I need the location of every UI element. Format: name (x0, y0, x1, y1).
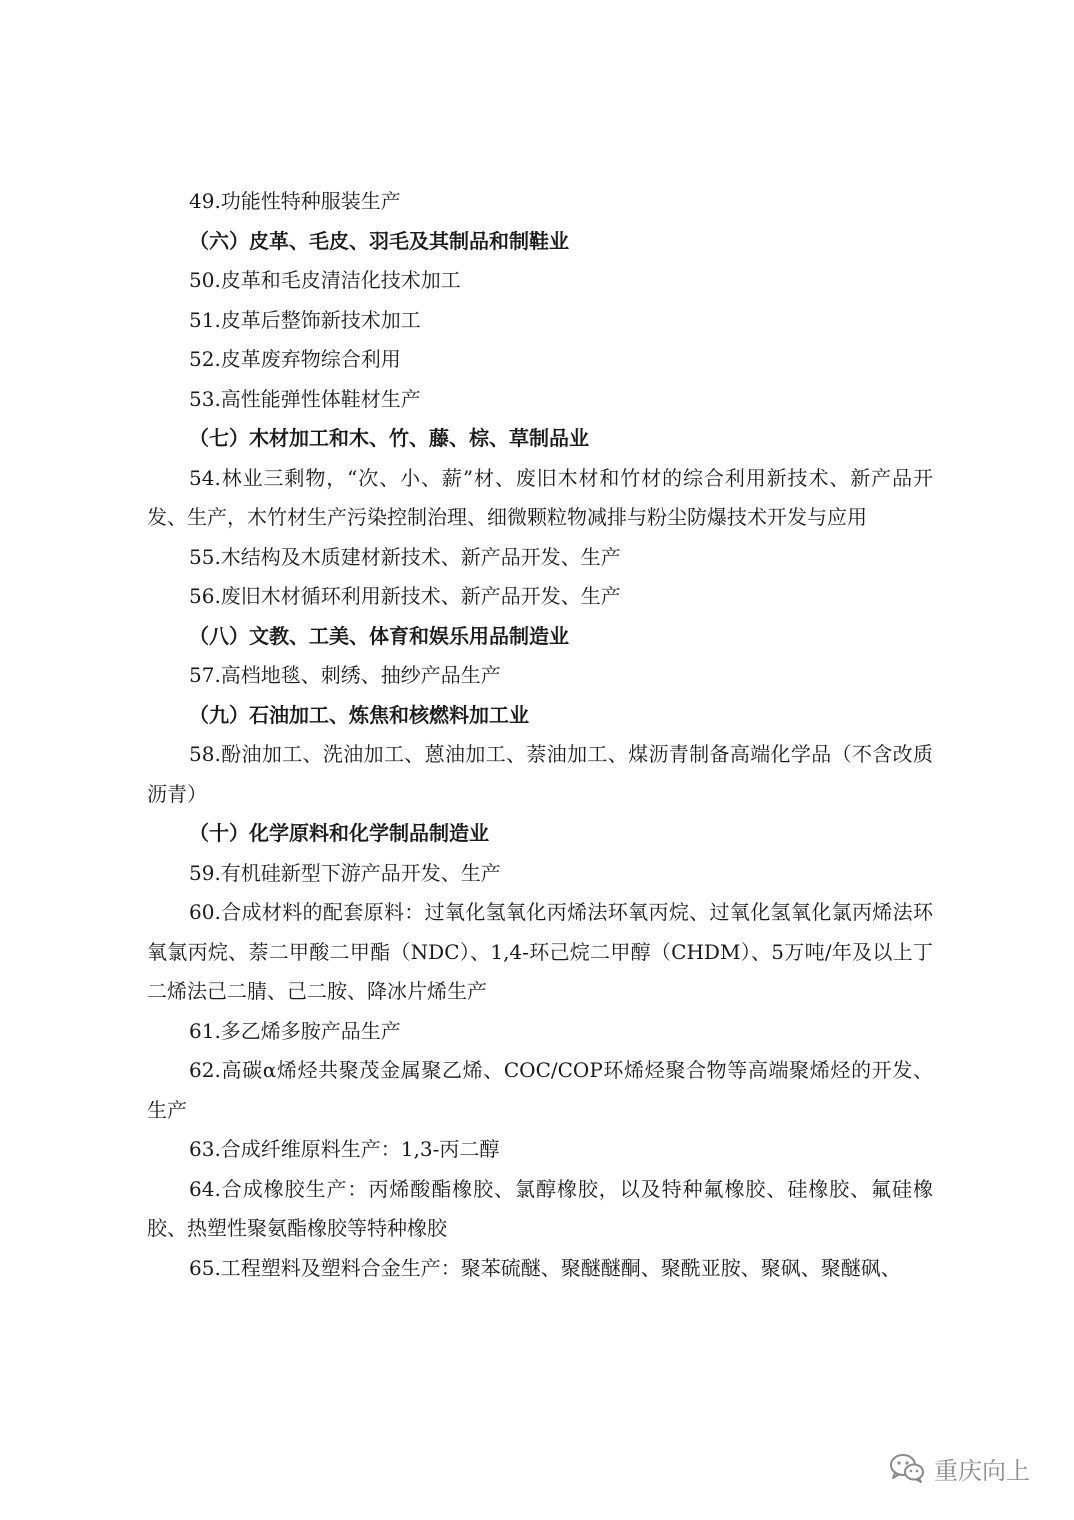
list-item: 64.合成橡胶生产：丙烯酸酯橡胶、氯醇橡胶，以及特种氟橡胶、硅橡胶、氟硅橡胶、热塑性聚氨酯橡胶等特种橡胶 (147, 1176, 933, 1240)
list-item: 60.合成材料的配套原料：过氧化氢氧化丙烯法环氧丙烷、过氧化氢氧化氯丙烯法环氧氯丙烷、萘二甲酸二甲酯（NDC）、1,4-环己烷二甲醇（CHDM）、5万吨/年及以上丁二烯法己二腈、己二胺、降冰片烯生产 (147, 900, 933, 1003)
section-heading: （六）皮革、毛皮、羽毛及其制品和制鞋业 (189, 228, 569, 253)
wechat-icon (888, 1452, 926, 1484)
list-item: 63.合成纤维原料生产：1,3-丙二醇 (189, 1137, 500, 1161)
section-heading: （八）文教、工美、体育和娱乐用品制造业 (189, 623, 569, 648)
list-item: 53.高性能弹性体鞋材生产 (189, 386, 421, 411)
list-item: 65.工程塑料及塑料合金生产：聚苯硫醚、聚醚醚酮、聚酰亚胺、聚砜、聚醚砜、 (189, 1255, 901, 1280)
section-heading: （七）木材加工和木、竹、藤、棕、草制品业 (189, 426, 589, 450)
list-item: 54.林业三剩物，“次、小、薪”材、废旧木材和竹材的综合利用新技术、新产品开发、生产，木竹材生产污染控制治理、细微颗粒物减排与粉尘防爆技术开发与应用 (147, 465, 933, 529)
watermark (888, 1448, 1030, 1488)
list-item: 50.皮革和毛皮清洁化技术加工 (189, 268, 461, 292)
list-item: 57.高档地毯、刺绣、抽纱产品生产 (189, 663, 501, 687)
list-item: 62.高碳α烯烃共聚茂金属聚乙烯、COC/COP环烯烃聚合物等高端聚烯烃的开发、生产 (147, 1058, 933, 1122)
watermark-text: 重庆向上 (934, 1456, 1030, 1485)
document-page (147, 182, 933, 1288)
list-item: 52.皮革废弃物综合利用 (189, 347, 401, 371)
section-heading: （九）石油加工、炼焦和核燃料加工业 (189, 702, 529, 727)
list-item: 51.皮革后整饰新技术加工 (189, 307, 421, 332)
list-item: 56.废旧木材循环利用新技术、新产品开发、生产 (189, 584, 621, 608)
list-item: 61.多乙烯多胺产品生产 (189, 1018, 401, 1043)
section-heading: （十）化学原料和化学制品制造业 (189, 821, 489, 845)
list-item: 49.功能性特种服装生产 (189, 189, 401, 213)
list-item: 58.酚油加工、洗油加工、蒽油加工、萘油加工、煤沥青制备高端化学品（不含改质沥青） (147, 742, 933, 806)
list-item: 59.有机硅新型下游产品开发、生产 (189, 860, 501, 885)
list-item: 55.木结构及木质建材新技术、新产品开发、生产 (189, 544, 621, 569)
